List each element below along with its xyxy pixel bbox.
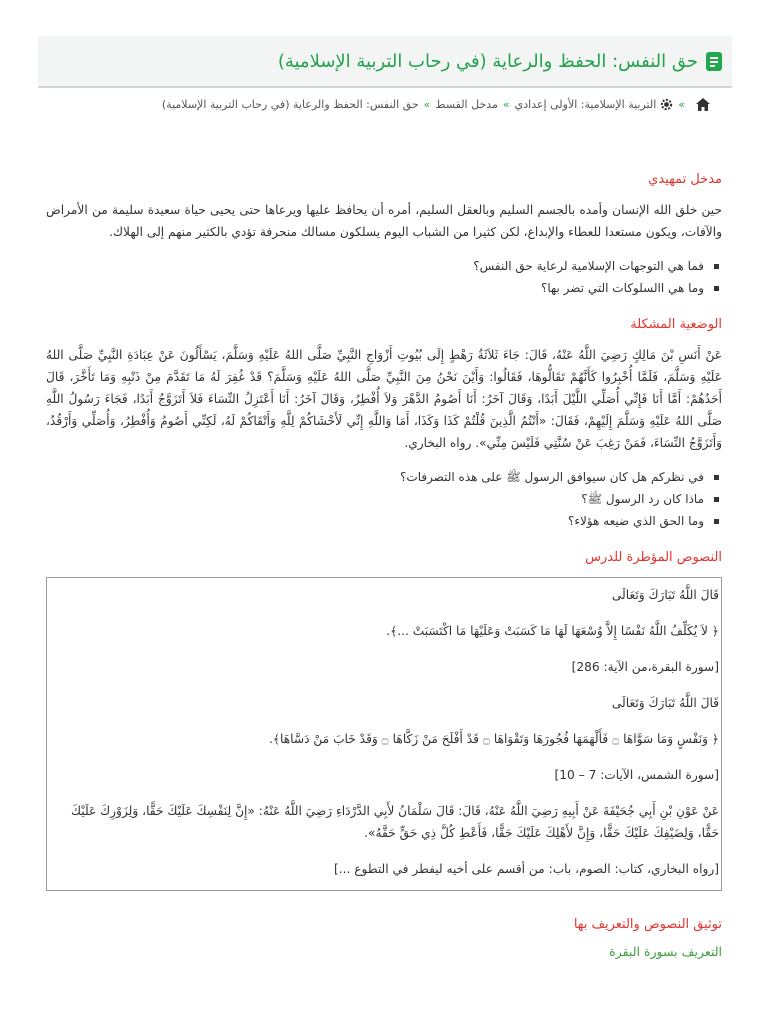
surah-intro-heading: التعريف بسورة البقرة [609, 944, 722, 959]
problem-heading: الوضعية المشكلة [630, 317, 722, 332]
lesson-content [46, 172, 722, 959]
breadcrumb-item-unit[interactable]: مدخل القسط [435, 98, 498, 111]
document-icon [706, 52, 722, 71]
intro-questions [46, 255, 722, 299]
list-item: ماذا كان رد الرسول ﷺ؟ [46, 488, 704, 510]
verse-text: ﴿ لاَ يُكَلِّفُ اللَّهُ نَفْسًا إِلاَّ وُسْعَهَا لَهَا مَا كَسَبَتْ وَعَلَيْهَا مَا اكْتَسَبَتْ ...﴾. [386, 624, 719, 638]
problem-paragraph: عَنْ أَنَسِ بْنَ مَالِكٍ رَضِيَ اللَّهُ عَنْهُ، قَالَ: جَاءَ ثَلاَثَةُ رَهْطٍ إِلَى بُيُوتِ أَزْوَاجِ النَّبِيِّ صَلَّى اللهُ عَلَيْهِ وَسَلَّمَ، يَسْأَلُونَ عَنْ عِبَادَةِ النَّبِيِّ صَلَّى اللهُ عَلَيْهِ وَسَلَّمَ، فَلَمَّا أُخْبِرُوا كَأَنَّهُمْ تَقَالُّوهَا، فَقَالُوا: وَأَيْنَ نَحْنُ مِنَ النَّبِيِّ صَلَّى اللهُ عَلَيْهِ وَسَلَّمَ؟ قَدْ غُفِرَ لَهُ مَا تَقَدَّمَ مِنْ ذَنْبِهِ وَمَا تَأَخَّرَ، قَالَ أَحَدُهُمْ: أَمَّا أَنَا فَإِنِّي أُصَلِّي اللَّيْلَ أَبَدًا، وَقَالَ آخَرُ: أَنَا أَصُومُ الدَّهْرَ وَلاَ أُفْطِرُ، وَقَالَ آخَرُ: أَنَا أَعْتَزِلُ النِّسَاءَ فَلاَ أَتَزَوَّجُ أَبَدًا، فَجَاءَ رَسُولُ اللَّهِ صَلَّى اللهُ عَلَيْهِ وَسَلَّمَ إِلَيْهِمْ، فَقَالَ: «أَنْتُمُ الَّذِينَ قُلْتُمْ كَذَا وَكَذَا، أَمَا وَاللَّهِ إِنِّي لَأَخْشَاكُمْ لِلَّهِ وَأَتْقَاكُمْ لَهُ، لَكِنِّي أَصُومُ وَأُفْطِرُ، وَأُصَلِّي وَأَرْقُدُ، وَأَتَزَوَّجُ النِّسَاءَ، فَمَنْ رَغِبَ عَنْ سُنَّتِي فَلَيْسَ مِنِّي». رواه البخاري. [46, 348, 722, 450]
quran-intro: قَالَ اللَّهُ تَبَارَكَ وَتَعَالَى [611, 696, 719, 710]
list-item: وما الحق الذي ضيعه هؤلاء؟ [46, 510, 704, 532]
list-item: فما هي التوجهات الإسلامية لرعاية حق النفس؟ [46, 255, 704, 277]
quran-intro: قَالَ اللَّهُ تَبَارَكَ وَتَعَالَى [611, 588, 719, 602]
problem-questions [46, 466, 722, 532]
breadcrumb-separator: » [678, 98, 685, 111]
list-item: في نظركم هل كان سيوافق الرسول ﷺ على هذه التصرفات؟ [46, 466, 704, 488]
verse-reference: [سورة الشمس، الآيات: 7 – 10] [554, 768, 719, 782]
breadcrumb-separator: » [502, 98, 510, 111]
texts-heading: النصوص المؤطرة للدرس [585, 550, 722, 565]
title-bar [38, 36, 732, 88]
framing-texts-box [46, 577, 722, 891]
breadcrumb-item-subject[interactable]: التربية الإسلامية: الأولى إعدادي [514, 98, 657, 111]
breadcrumb [162, 98, 710, 111]
hadith-text: عَنْ عَوْنِ بْنِ أَبِي جُحَيْفَةَ عَنْ أَبِيهِ رَضِيَ اللَّهُ عَنْهُ، قَالَ: قَالَ سَلْمَانُ لأَبِي الدَّرْدَاءِ رَضِيَ اللَّهُ عَنْهُ: «إِنَّ لِنَفْسِكَ عَلَيْكَ حَقًّا، وَلِزَوْرِكَ عَلَيْكَ حَقًّا، وَلِضَيْفِكَ عَلَيْكَ حَقًّا، وَإِنَّ لأَهْلِكَ عَلَيْكَ حَقًّا، فَأَعْطِ كُلَّ ذِي حَقٍّ حَقَّهُ». [71, 804, 719, 840]
breadcrumb-separator: » [423, 98, 431, 111]
documentation-heading: توثيق النصوص والتعريف بها [573, 917, 722, 932]
breadcrumb-item-current: حق النفس: الحفظ والرعاية (في رحاب التربية الإسلامية) [161, 98, 419, 111]
page-title: حق النفس: الحفظ والرعاية (في رحاب التربية الإسلامية) [277, 50, 698, 72]
list-item: وما هي االسلوكات التي تضر بها؟ [46, 277, 704, 299]
home-icon[interactable] [696, 98, 710, 111]
intro-heading: مدخل تمهيدي [648, 172, 722, 187]
gear-icon [660, 98, 673, 111]
verse-text: ﴿ وَنَفْسٍ وَمَا سَوَّاهَا ۝ فَأَلْهَمَهَا فُجُورَهَا وَتَقْوَاهَا ۝ قَدْ أَفْلَحَ مَنْ زَكَّاهَا ۝ وَقَدْ خَابَ مَنْ دَسَّاهَا﴾. [269, 732, 719, 746]
intro-paragraph: حين خلق الله الإنسان وأمده بالجسم السليم وبالعقل السليم، أمره أن يحافظ عليها ويرعاها حتى يحيى حياة سعيدة سليمة من الأمراض والآفات، ويكون مستعدا للعطاء والإبداع، لكن كثيرا من الشباب اليوم يسلكون مسالك منحرفة تؤدي بالكثير منهم إلى الهلاك. [46, 203, 722, 239]
verse-reference: [سورة البقرة،من الآية: 286] [571, 660, 719, 674]
hadith-reference: [رواه البخاري، كتاب: الصوم، باب: من أقسم على أخيه ليفطر في التطوع ...] [334, 862, 719, 876]
